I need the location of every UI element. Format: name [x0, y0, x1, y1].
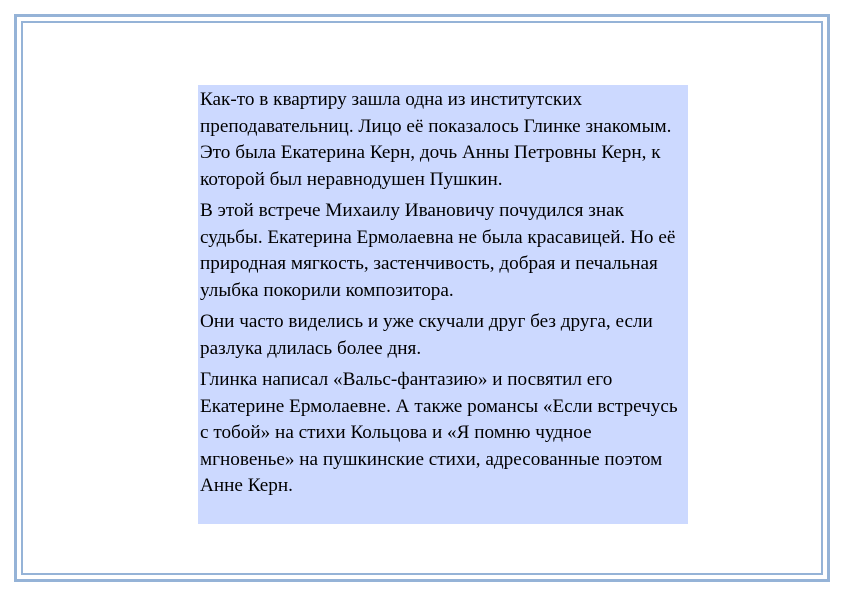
- paragraph-4: Глинка написал «Вальс-фантазию» и посвятил его Екатерине Ермолаевне. А также романсы «Если встречусь с тобой» на стихи Кольцова и «Я помню чудное мгновенье» на пушкинские стихи, адресованные поэтом Анне Керн.: [200, 369, 678, 496]
- paragraph-1: Как-то в квартиру зашла одна из институтских преподавательниц. Лицо её показалось Глинке знакомым. Это была Екатерина Керн, дочь Анны Петровны Керн, к которой был неравнодушен Пушкин.: [200, 89, 672, 190]
- paragraph-3: Они часто виделись и уже скучали друг без друга, если разлука длилась более дня.: [200, 311, 653, 359]
- paragraph-2: В этой встрече Михаилу Ивановичу почудился знак судьбы. Екатерина Ермолаевна не была красавицей. Но её природная мягкость, застенчивость, добрая и печальная улыбка покорили композитора.: [200, 200, 676, 301]
- text-box: [198, 85, 688, 524]
